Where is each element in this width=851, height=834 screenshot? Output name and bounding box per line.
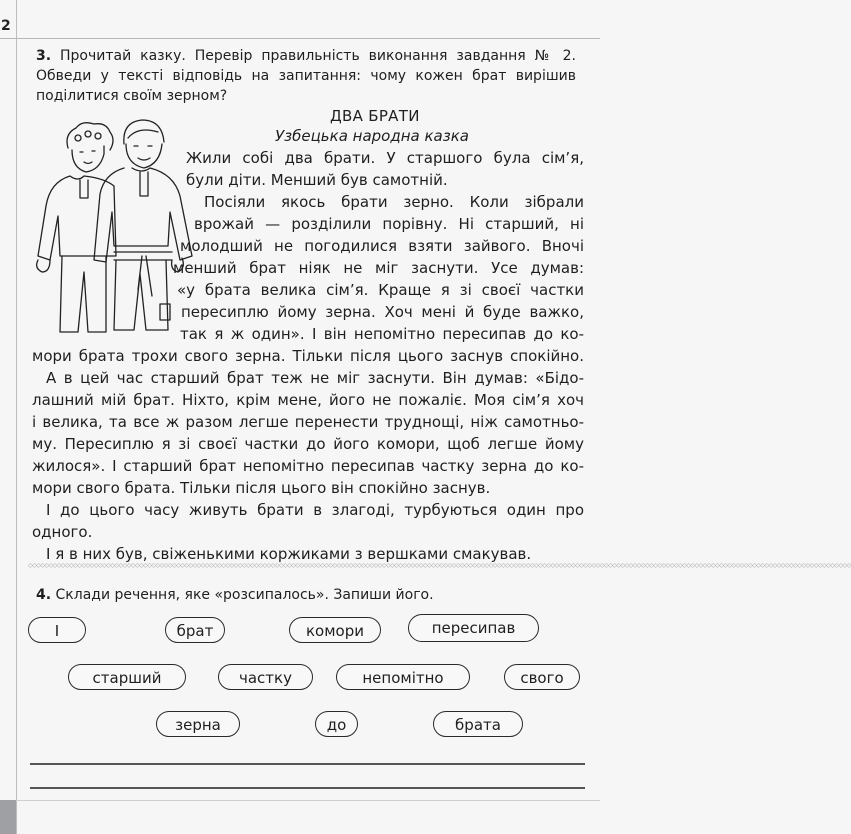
word-card[interactable]: свого: [504, 664, 580, 690]
page-edge-tab: [0, 800, 16, 834]
word-card[interactable]: до: [315, 711, 358, 737]
story-line: пересиплю йому зерна. Хоч мені й буде важко,: [181, 303, 584, 321]
word-card[interactable]: пересипав: [408, 614, 539, 642]
story-title: ДВА БРАТИ: [330, 107, 420, 125]
story-line: І до цього часу живуть брати в злагоді, турбуються один про: [46, 501, 584, 519]
task-4-instruction: [36, 587, 434, 603]
story-line: «у брата велика сім’я. Краще я зі своєї частки: [177, 281, 584, 299]
story-text: [32, 147, 584, 565]
word-card[interactable]: частку: [218, 664, 313, 690]
footer-rule: [0, 800, 600, 801]
story-line: і велика, та все ж разом легше перенести труднощі, ніж самотньо-: [32, 413, 584, 431]
task-3-text: Прочитай казку. Перевір правильність виконання завдання № 2. Обведи у тексті відповідь на запитання: чому кожен брат вирішив поділитися своїм зерном?: [36, 48, 577, 104]
answer-line[interactable]: [30, 787, 585, 789]
word-card[interactable]: старший: [68, 664, 186, 690]
word-card[interactable]: брат: [165, 617, 225, 643]
task-4-number: 4.: [36, 587, 52, 603]
story-line: лашний мій брат. Ніхто, крім мене, його не пожаліє. Моя сім’я хоч: [32, 391, 584, 409]
story-line: менший брат ніяк не міг заснути. Усе думав:: [173, 259, 584, 277]
word-card[interactable]: І: [28, 617, 86, 643]
header-rule: [0, 38, 600, 39]
word-card[interactable]: брата: [433, 711, 523, 737]
story-line: молодший не погодилися взяти зайвого. Вночі: [180, 237, 584, 255]
page-margin-line: [16, 0, 17, 834]
section-divider: ◇◇◇◇◇◇◇◇◇◇◇◇◇◇◇◇◇◇◇◇◇◇◇◇◇◇◇◇◇◇◇◇◇◇◇◇◇◇◇◇◇◇◇◇◇◇◇◇◇◇◇◇◇◇◇◇◇◇◇◇◇◇◇◇◇◇◇◇◇◇◇◇◇◇◇◇◇◇◇◇◇◇◇◇◇◇◇◇◇◇◇◇◇◇◇◇◇◇◇◇◇◇◇◇◇◇◇◇◇◇◇◇◇◇◇◇◇◇◇◇◇◇◇◇◇◇◇◇◇◇◇◇◇◇◇◇◇◇◇◇◇◇◇◇◇◇◇◇◇◇◇◇◇◇◇◇◇◇◇◇◇◇◇◇◇◇◇◇◇◇◇◇◇◇◇◇◇◇◇◇◇◇◇◇◇◇◇◇◇◇◇◇◇◇◇◇◇◇◇◇: [28, 562, 851, 569]
task-4-text: Склади речення, яке «розсипалось». Запиши його.: [55, 587, 434, 603]
page-number: 2: [1, 18, 11, 34]
word-card[interactable]: непомітно: [336, 664, 470, 690]
story-line: му. Пересиплю я зі своєї частки до його комори, щоб легше йому: [32, 435, 584, 453]
word-card[interactable]: зерна: [156, 711, 240, 737]
story-line: врожай — розділили порівну. Ні старший, ні: [194, 215, 584, 233]
story-line: так я ж один». І він непомітно пересипав до ко-: [180, 325, 584, 343]
story-line: А в цей час старший брат теж не міг заснути. Він думав: «Бідо-: [46, 369, 584, 387]
story-line: були діти. Менший був самотній.: [186, 171, 448, 189]
story-line: мори свого брата. Тільки після цього він спокійно заснув.: [32, 479, 491, 497]
story-line: жилося». І старший брат непомітно пересипав частку зерна до ко-: [32, 457, 584, 475]
story-line: одного.: [32, 523, 93, 541]
task-3-number: 3.: [36, 48, 52, 64]
story-line: І я в них був, свіженькими коржиками з вершками смакував.: [46, 545, 532, 563]
story-line: мори брата трохи свого зерна. Тільки після цього заснув спокійно.: [32, 347, 584, 365]
story-subtitle: Узбецька народна казка: [275, 127, 469, 145]
task-3-instruction: [36, 46, 576, 106]
answer-line[interactable]: [30, 763, 585, 765]
story-line: Посіяли якось брати зерно. Коли зібрали: [204, 193, 584, 211]
story-line: Жили собі два брати. У старшого була сім’я,: [186, 149, 584, 167]
word-card[interactable]: комори: [289, 617, 381, 643]
